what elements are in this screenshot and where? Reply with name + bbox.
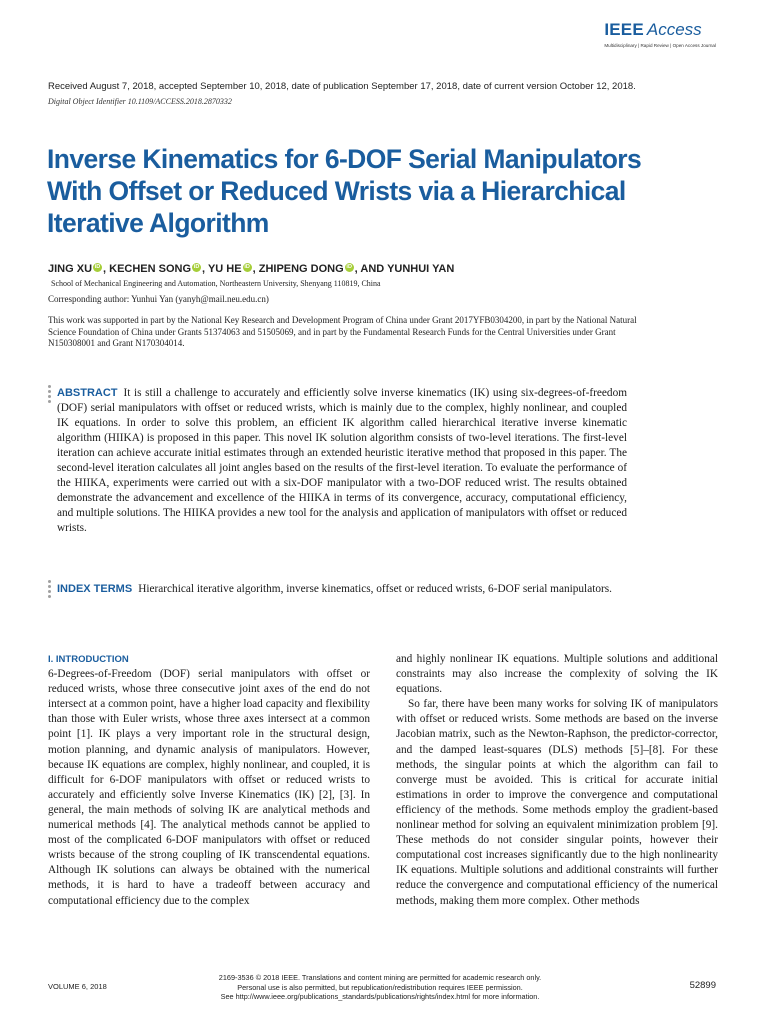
abstract-dots-icon xyxy=(48,385,52,405)
section-heading: I. INTRODUCTION xyxy=(48,654,129,665)
author-name: YU HE xyxy=(207,263,242,275)
footer-copyright xyxy=(190,973,570,1002)
orcid-icon[interactable]: iD xyxy=(94,264,101,270)
author-name: KECHEN SONG xyxy=(109,263,192,275)
author-separator: , xyxy=(252,263,259,275)
index-terms-dots-icon xyxy=(48,580,52,600)
column-left xyxy=(48,652,370,909)
journal-name-italic: Access xyxy=(646,20,702,39)
abstract-label: ABSTRACT xyxy=(57,387,118,399)
orcid-icon[interactable]: iD xyxy=(244,264,250,270)
copyright-line: See http://www.ieee.org/publications_standards/publications/rights/index.html for more information. xyxy=(220,992,540,1001)
orcid-icon[interactable]: iD xyxy=(346,264,352,270)
journal-name-bold: IEEE xyxy=(604,20,644,39)
index-terms-label: INDEX TERMS xyxy=(57,583,133,595)
author-name: JING XU xyxy=(48,263,93,275)
author-list xyxy=(48,263,454,275)
affiliation: School of Mechanical Engineering and Automation, Northeastern University, Shenyang 110819, China xyxy=(51,279,381,288)
author-separator: , xyxy=(103,263,110,275)
copyright-line: Personal use is also permitted, but republication/redistribution requires IEEE permission. xyxy=(237,982,523,992)
abstract xyxy=(57,386,627,536)
column-right xyxy=(396,652,718,909)
body-paragraph: and highly nonlinear IK equations. Multiple solutions and additional constraints may also increase the complexity of solving the IK equations. xyxy=(396,653,718,696)
copyright-line: 2169-3536 © 2018 IEEE. Translations and content mining are permitted for academic research only. xyxy=(218,973,542,982)
funding-note: This work was supported in part by the National Key Research and Development Program of China under Grant 2017YFB0304200, in part by the National Natural Science Foundation of China under Grants 51374063 and 51505069, and in part by the Fundamental Research Funds for the Central Universities under Grant N150308001 and Grant N170304014. xyxy=(48,315,637,348)
page-number: 52899 xyxy=(689,980,716,991)
author-name: ZHIPENG DONG xyxy=(258,263,344,275)
doi: Digital Object Identifier 10.1109/ACCESS.2018.2870332 xyxy=(48,97,232,106)
index-terms xyxy=(57,582,627,597)
author-last: , AND YUNHUI YAN xyxy=(354,263,455,275)
received-dates: Received August 7, 2018, accepted September 10, 2018, date of publication September 17, 2018, date of current version October 12, 2018. xyxy=(48,81,636,92)
body-paragraph: 6-Degrees-of-Freedom (DOF) serial manipulators with offset or reduced wrists, whose three consecutive joint axes of the end do not intersect at a common point, have a higher load capacity and flexibility than those with Euler wrists, whose three axes intersect at a common point [1]. IK plays a very important role in the structural design, motion planning, and dynamic analysis of manipulators. However, because IK equations are complex, highly nonlinear, and coupled, it is difficult for 6-DOF manipulators with offset or reduced wrists to accurately and efficiently solve Inverse Kinematics (IK) [2], [3]. In general, the main methods of solving IK are analytical methods and numerical methods [4]. The analytical methods cannot be applied to most of the complicated 6-DOF manipulators with offset or reduced wrists because of the strong coupling of IK transcendental equations. Although IK solutions can always be obtained with the numerical methods, it is hard to have a tradeoff between accuracy and computational efficiency due to the complex xyxy=(48,668,370,907)
footer-volume: VOLUME 6, 2018 xyxy=(48,982,107,991)
author-separator: , xyxy=(202,263,208,275)
corresponding-author: Corresponding author: Yunhui Yan (yanyh@mail.neu.edu.cn) xyxy=(48,294,269,304)
paper-title: Inverse Kinematics for 6-DOF Serial Manipulators With Offset or Reduced Wrists via a Hierarchical Iterative Algorithm xyxy=(47,144,642,238)
abstract-text: It is still a challenge to accurately and efficiently solve inverse kinematics (IK) using six-degrees-of-freedom (DOF) serial manipulators with offset or reduced wrists, which is mainly due to the complex, highly nonlinear, and coupled IK equations. In order to solve this problem, an efficient IK algorithm called hierarchical iterative inverse kinematic algorithm (HIIKA) is proposed in this paper. This novel IK solution algorithm consists of two-level iterations. The first-level iteration can achieve accurate initial estimates through an extended heuristic iterative method that proposed in this paper. The second-level iteration calculates all joint angles based on the results of the first-level iteration. To evaluate the performance of the HIIKA, experiments were carried out with a six-DOF manipulator with a two-DOF reduced wrist. The results obtained demonstrate the advancement and excellence of the HIIKA in terms of its convergence, accuracy, computational efficiency, and multiple solutions. The HIIKA provides a new tool for the analysis and application of manipulators with offset or reduced wrists. xyxy=(57,387,627,534)
orcid-icon[interactable]: iD xyxy=(193,264,200,270)
index-terms-text: Hierarchical iterative algorithm, inverse kinematics, offset or reduced wrists, 6-DOF serial manipulators. xyxy=(138,583,612,595)
journal-logo xyxy=(604,20,716,48)
journal-tagline: Multidisciplinary | Rapid Review | Open Access Journal xyxy=(604,43,716,48)
body-paragraph: So far, there have been many works for solving IK of manipulators with offset or reduced wrists. Some methods are based on the inverse Jacobian matrix, such as the Newton-Raphson, the predictor-corrector, and the damped least-squares (DLS) methods [5]–[8]. For these methods, the singular points at which the algorithm can fail to converge must be avoided. This is critical for accurate initial estimations in order to improve the convergence and computational efficiency of the methods. Some methods employ the gradient-based nonlinear method for solving an equivalent minimization problem [9]. These methods do not consider singular points, however their computational cost increases significantly due to the high nonlinearity IK equations. Multiple solutions and additional constraints will further reduce the convergence and computational efficiency of the numerical methods, making them more complex. Other methods xyxy=(396,698,718,907)
